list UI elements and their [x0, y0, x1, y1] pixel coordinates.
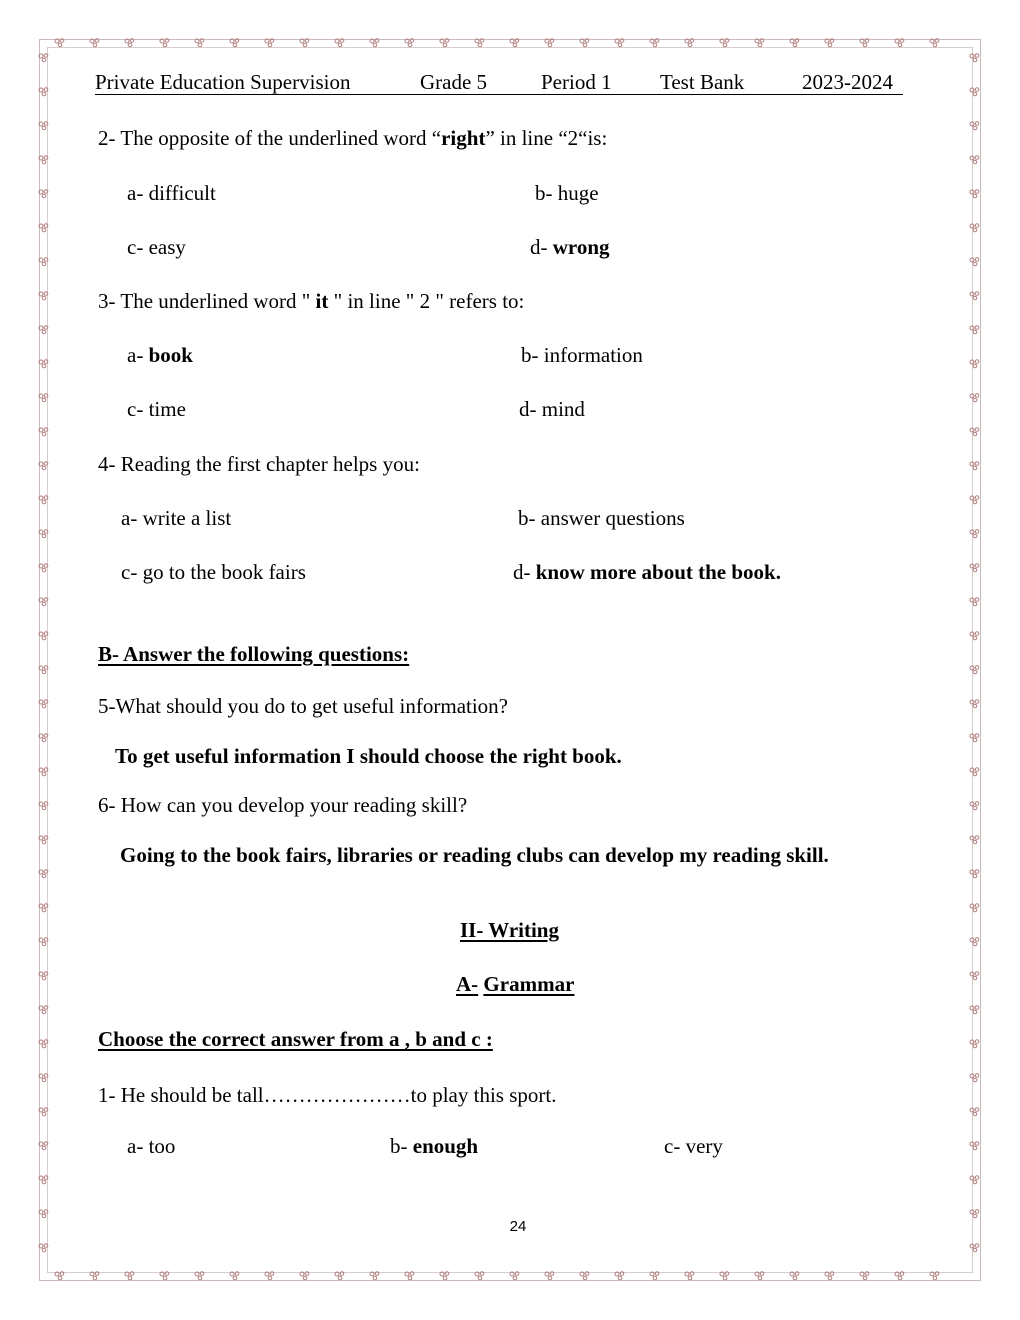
header-doc: Test Bank — [660, 70, 745, 94]
question-3: 3- The underlined word " it " in line " 2 " refers to: — [98, 289, 525, 313]
page-header — [95, 70, 903, 95]
q3-option-a: a- book — [127, 343, 193, 367]
question-5: 5-What should you do to get useful information? — [98, 694, 509, 718]
grammar-instruction: Choose the correct answer from a , b and c : — [98, 1027, 493, 1051]
question-6: 6- How can you develop your reading skill? — [98, 793, 468, 817]
header-year: 2023-2024 — [802, 70, 893, 94]
answer-5: To get useful information I should choose the right book. — [115, 744, 622, 768]
section-b-heading: B- Answer the following questions: — [98, 642, 410, 666]
q3-option-c: c- time — [127, 397, 186, 421]
q4-option-c: c- go to the book fairs — [121, 560, 306, 584]
q2-option-a: a- difficult — [127, 181, 216, 205]
q4-option-b: b- answer questions — [518, 506, 685, 530]
q2-option-c: c- easy — [127, 235, 186, 259]
g1-option-c: c- very — [664, 1134, 723, 1158]
q2-option-d: d- wrong — [530, 235, 610, 259]
grammar-question-1: 1- He should be tall…………………to play this sport. — [98, 1083, 557, 1107]
header-org: Private Education Supervision — [95, 70, 351, 94]
writing-heading: II- Writing — [460, 918, 559, 942]
q4-option-d: d- know more about the book. — [513, 560, 781, 584]
g1-option-b: b- enough — [390, 1134, 479, 1158]
g1-option-a: a- too — [127, 1134, 176, 1158]
page-number: 24 — [509, 1218, 527, 1235]
question-3-keyword: it — [315, 289, 329, 313]
header-period: Period 1 — [541, 70, 612, 94]
q3-option-b: b- information — [521, 343, 643, 367]
q2-option-b: b- huge — [535, 181, 599, 205]
q3-option-d: d- mind — [519, 397, 585, 421]
answer-6: Going to the book fairs, libraries or reading clubs can develop my reading skill. — [120, 843, 829, 867]
question-4: 4- Reading the first chapter helps you: — [98, 452, 420, 476]
grammar-heading: A- Grammar — [456, 972, 575, 996]
header-grade: Grade 5 — [420, 70, 488, 94]
question-2: 2- The opposite of the underlined word “right” in line “2“is: — [98, 126, 608, 150]
question-2-keyword: right — [441, 126, 486, 150]
q4-option-a: a- write a list — [121, 506, 232, 530]
